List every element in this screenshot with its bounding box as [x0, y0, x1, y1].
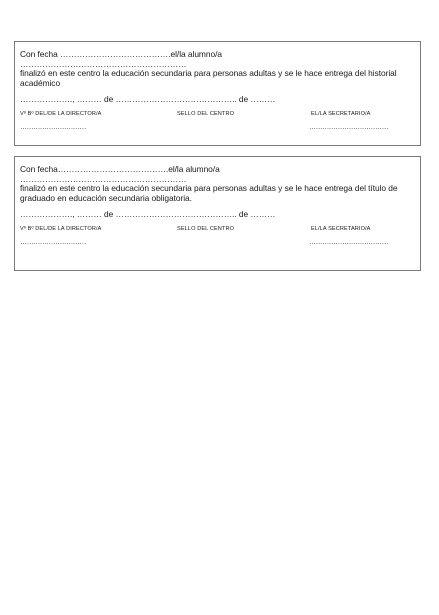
student-name-dots: …………………………………………………… [20, 59, 187, 69]
secretary-signature-dots: ……………………………… [309, 239, 389, 247]
certificate-body-text: finalizó en este centro la educación secundaria para personas adultas y se le hace entrega del título de graduado en educación secundaria obligatoria. [20, 183, 398, 203]
date-student-line: Con fecha ………………………………….el/la alumno/a [20, 49, 222, 59]
director-approval-label: Vº Bº DEL/DE LA DIRECTOR/A [20, 226, 102, 233]
school-seal-label: SELLO DEL CENTRO [177, 111, 235, 118]
date-student-line: Con fecha………………………………….el/la alumno/a [20, 164, 220, 174]
secretary-signature-dots: ……………………………… [309, 124, 389, 132]
certificate-box-graduate-title [14, 156, 421, 271]
signature-labels [20, 225, 415, 235]
certificate-box-academic-record [14, 41, 421, 146]
certificate-body-text: finalizó en este centro la educación secundaria para personas adultas y se le hace entrega del historial académico [20, 68, 397, 88]
signature-lines [20, 239, 415, 251]
director-approval-label: Vº Bº DEL/DE LA DIRECTOR/A [20, 111, 102, 118]
secretary-label: EL/LA SECRETARIO/A [311, 226, 371, 233]
place-date-line: ………………., ……… de …………………………………….. de ……… [20, 209, 276, 220]
place-date-line: ………………., ……… de …………………………………….. de ……… [20, 94, 276, 105]
signature-labels [20, 110, 415, 120]
school-seal-label: SELLO DEL CENTRO [177, 226, 235, 233]
director-signature-dots: ………………………… [20, 239, 87, 247]
student-name-dots: …………………………………………………… [20, 174, 187, 184]
director-signature-dots: ………………………… [20, 124, 87, 132]
signature-lines [20, 124, 415, 136]
secretary-label: EL/LA SECRETARIO/A [311, 111, 371, 118]
